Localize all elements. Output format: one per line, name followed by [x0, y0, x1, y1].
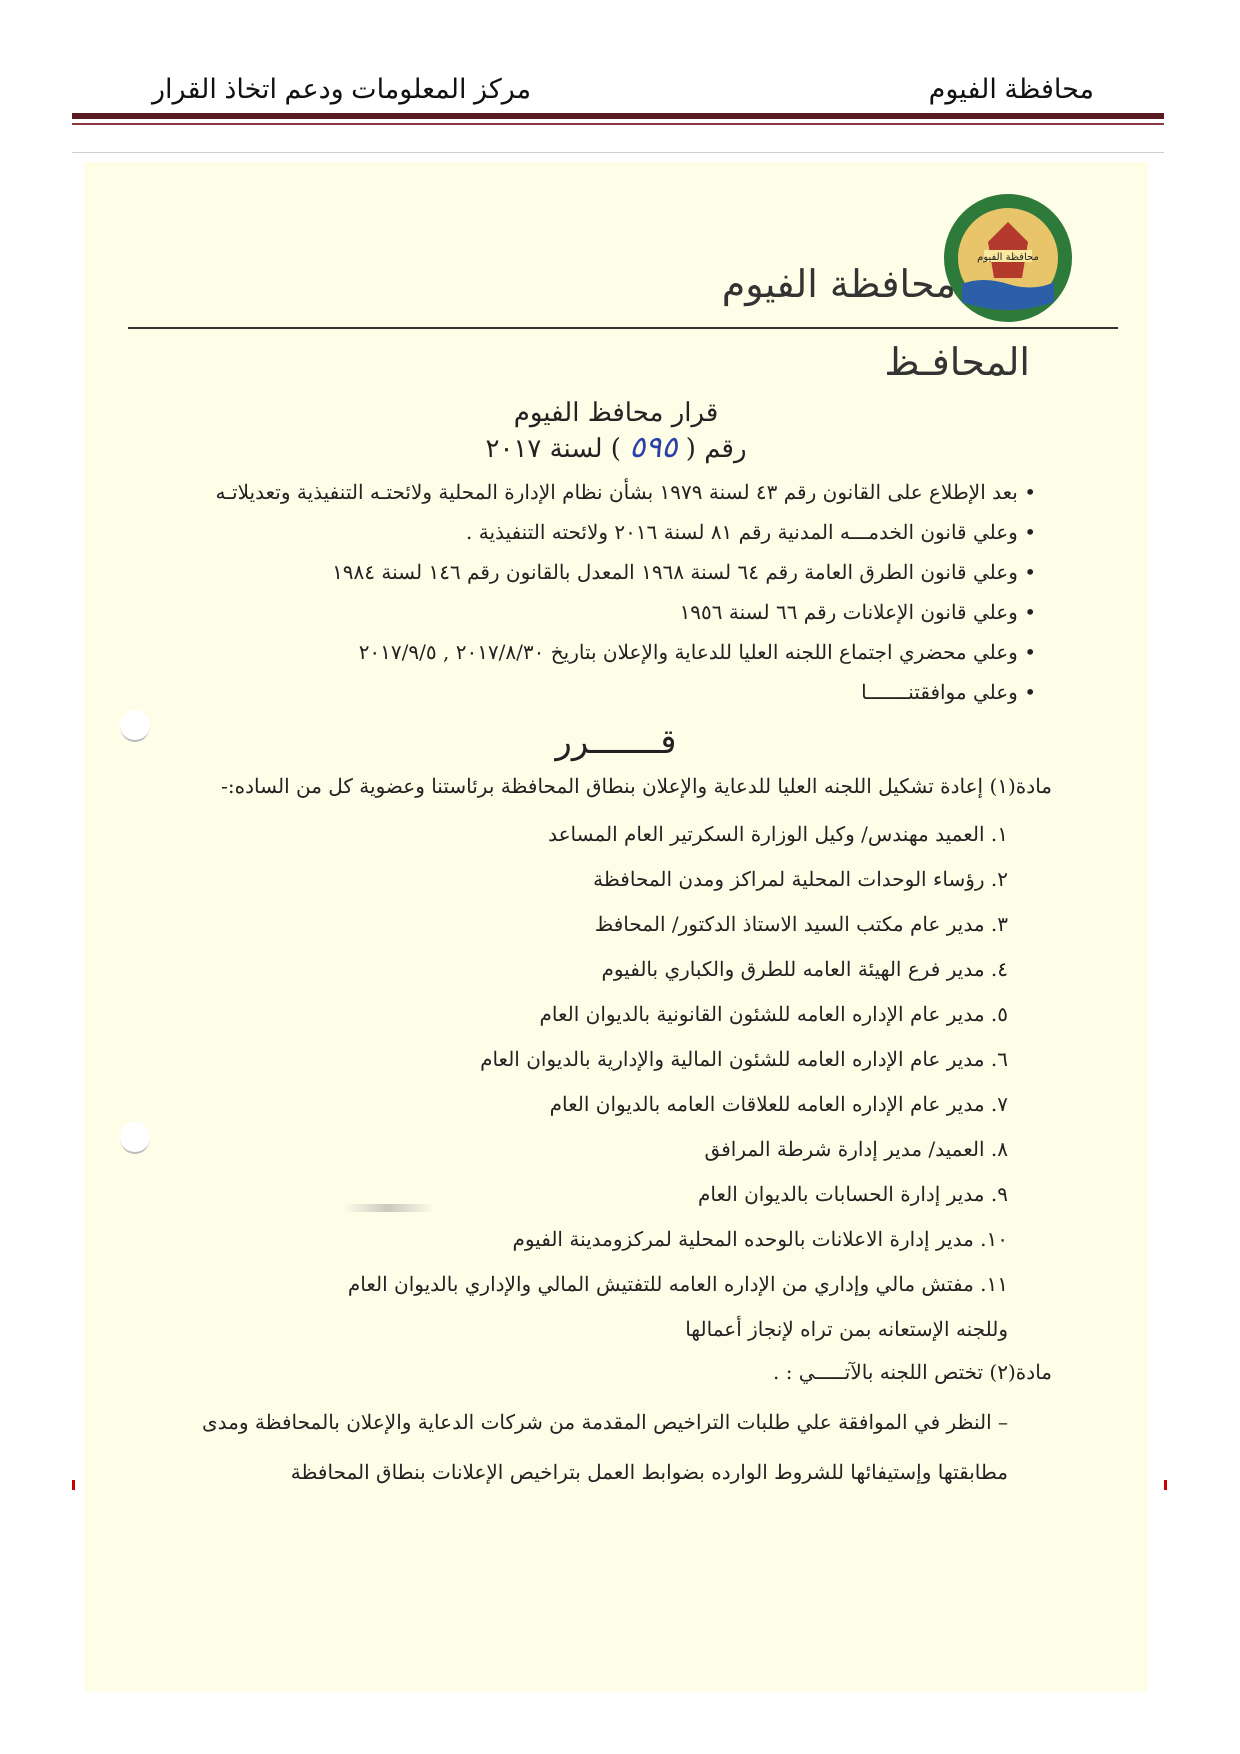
preamble-line-3: • وعلي قانون الطرق العامة رقم ٦٤ لسنة ١٩٦٨ المعدل بالقانون رقم ١٤٦ لسنة ١٩٨٤	[332, 560, 1036, 584]
member-item: ٥. مدير عام الإداره العامه للشئون القانونية بالديوان العام	[539, 1002, 1008, 1026]
member-item: ٦. مدير عام الإداره العامه للشئون المالية والإدارية بالديوان العام	[480, 1047, 1008, 1071]
ink-smudge	[344, 1204, 434, 1212]
governorate-seal-icon	[942, 192, 1074, 324]
punch-hole	[120, 1122, 150, 1154]
member-item: ٧. مدير عام الإداره العامه للعلاقات العامه بالديوان العام	[549, 1092, 1008, 1116]
edge-mark	[72, 1480, 75, 1490]
member-item: ١١. مفتش مالي وإداري من الإداره العامه للتفتيش المالي والإداري بالديوان العام	[347, 1272, 1008, 1296]
preamble-line-1: • بعد الإطلاع على القانون رقم ٤٣ لسنة ١٩٧٩ بشأن نظام الإدارة المحلية ولائحتـه التنفيذية وتعديلاتـه	[215, 480, 1036, 504]
member-item: ١٠. مدير إدارة الاعلانات بالوحده المحلية لمركزومدينة الفيوم	[512, 1227, 1008, 1251]
governor-office-label: المحافـظ	[884, 340, 1030, 384]
article-2-line-1: – النظر في الموافقة علي طلبات التراخيص المقدمة من شركات الدعاية والإعلان بالمحافظة ومدى	[201, 1410, 1008, 1434]
preamble-line-6: • وعلي موافقتنـــــــا	[861, 680, 1036, 704]
decree-number-suffix: ) لسنة ٢٠١٧	[485, 434, 621, 464]
decree-number-handwritten: ٥٩٥	[629, 430, 678, 465]
decided-heading: قـــــــرر	[555, 722, 677, 762]
article-1-intro: مادة(١) إعادة تشكيل اللجنه العليا للدعاية والإعلان بنطاق المحافظة برئاستنا وعضوية كل من الساده:-	[221, 774, 1052, 798]
decree-title: قرار محافظ الفيوم	[513, 398, 719, 428]
header-rule-thick	[72, 113, 1164, 119]
article-2-intro: مادة(٢) تختص اللجنه بالآتـــــي : .	[773, 1360, 1052, 1384]
punch-hole	[120, 710, 150, 742]
member-item: ٩. مدير إدارة الحسابات بالديوان العام	[697, 1182, 1008, 1206]
governorate-name: محافظة الفيوم	[721, 262, 956, 306]
decree-number-prefix: رقم (	[685, 434, 747, 464]
article-2-line-2: مطابقتها وإستيفائها للشروط الوارده بضوابط العمل بتراخيص الإعلانات بنطاق المحافظة	[290, 1460, 1008, 1484]
member-item: ٣. مدير عام مكتب السيد الاستاذ الدكتور/ المحافظ	[594, 912, 1008, 936]
header-left-title: مركز المعلومات ودعم اتخاذ القرار	[152, 74, 532, 104]
letterhead-rule	[128, 327, 1118, 329]
member-item: ٤. مدير فرع الهيئة العامه للطرق والكباري بالفيوم	[601, 957, 1008, 981]
decree-number	[84, 430, 1148, 465]
preamble-line-5: • وعلي محضري اجتماع اللجنه العليا للدعاية والإعلان بتاريخ ٢٠١٧/٨/٣٠ , ٢٠١٧/٩/٥	[358, 640, 1036, 664]
scanned-decree-page	[84, 162, 1148, 1692]
header-rule-thin	[72, 123, 1164, 125]
seal-label: محافظة الفيوم	[977, 252, 1039, 263]
preamble-line-4: • وعلي قانون الإعلانات رقم ٦٦ لسنة ١٩٥٦	[679, 600, 1036, 624]
preamble-line-2: • وعلي قانون الخدمـــه المدنية رقم ٨١ لسنة ٢٠١٦ ولائحته التنفيذية .	[466, 520, 1036, 544]
member-item: ٢. رؤساء الوحدات المحلية لمراكز ومدن المحافظة	[593, 867, 1008, 891]
edge-mark	[1164, 1480, 1167, 1490]
member-item: ٨. العميد/ مدير إدارة شرطة المرافق	[704, 1137, 1008, 1161]
header-right-title: محافظة الفيوم	[928, 74, 1094, 104]
committee-note: وللجنه الإستعانه بمن تراه لإنجاز أعمالها	[685, 1317, 1008, 1341]
member-item: ١. العميد مهندس/ وكيل الوزارة السكرتير العام المساعد	[548, 822, 1008, 846]
header-rule-gray	[72, 152, 1164, 153]
